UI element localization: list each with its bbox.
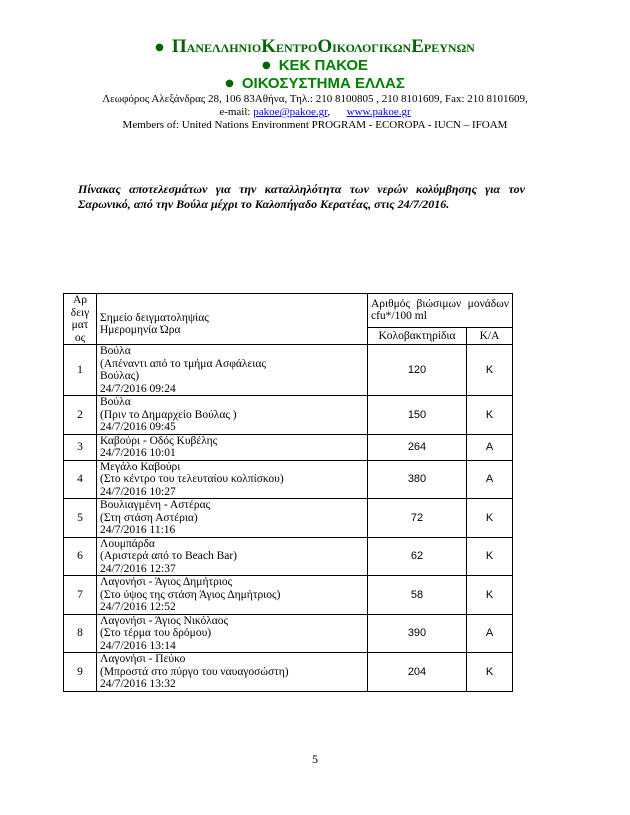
sample-number: 1 — [64, 345, 97, 396]
ka-status: Κ — [467, 537, 513, 576]
header-line: Ημερομηνία Ώρα — [100, 324, 181, 336]
sampling-point-line: (Πριν το Δημαρχείο Βούλας ) — [100, 408, 237, 421]
ka-status: Α — [467, 434, 513, 460]
org-word: ΡΕΥΝΩΝ — [423, 41, 475, 55]
table-row — [64, 345, 513, 396]
sampling-point-line: Μεγάλο Καβούρι — [100, 460, 181, 473]
bullet-icon: ● — [155, 42, 164, 53]
header-word: μονάδων — [467, 297, 509, 310]
sample-number: 6 — [64, 537, 97, 576]
sampling-point — [97, 396, 368, 435]
ka-status: Α — [467, 614, 513, 653]
website-link[interactable]: www.pakoe.gr — [346, 106, 411, 118]
sampling-point-line: 24/7/2016 12:37 — [100, 562, 176, 575]
bullet-icon: ● — [261, 60, 271, 71]
bullet-icon: ● — [225, 78, 234, 89]
org-name — [172, 38, 475, 57]
address-line: Λεωφόρος Αλεξάνδρας 28, 106 83Αθήνα, Τηλ.: 210 8100805 , 210 8101609, Fax: 210 8101609, — [102, 93, 528, 105]
table-row — [64, 434, 513, 460]
sampling-point-line: Βούλα — [100, 396, 131, 408]
letterhead — [0, 38, 630, 132]
kek-line — [0, 57, 630, 75]
org-initial: Ε — [411, 36, 424, 57]
intro-paragraph: Πίνακας αποτελεσμάτων για την καταλληλότητα των νερών κολύμβησης για τον Σαρωνικό, από την Βούλα μέχρι το Καλοπήγαδο Κερατέας, στις 24/7/2016. — [78, 182, 525, 211]
sample-number: 4 — [64, 460, 97, 499]
coliform-value: 264 — [368, 434, 467, 460]
sampling-point — [97, 460, 368, 499]
table-row — [64, 653, 513, 692]
header-coliforms: Κολοβακτηρίδια — [368, 327, 467, 344]
sample-number: 5 — [64, 499, 97, 538]
sampling-point-line: Καβούρι - Οδός Κυβέλης — [100, 434, 218, 447]
header-word: Αριθμός — [371, 297, 411, 310]
sampling-point-line: (Στο τέρμα του δρόμου) — [100, 627, 212, 639]
table-header-row — [64, 294, 513, 328]
sampling-point — [97, 499, 368, 538]
header-sample-number — [64, 294, 97, 345]
sampling-point-line: Λαγονήσι - Άγιος Δημήτριος — [100, 576, 233, 588]
sampling-point — [97, 537, 368, 576]
header-ka: Κ/Α — [467, 327, 513, 344]
sampling-point-line: 24/7/2016 12:52 — [100, 601, 176, 613]
table-row — [64, 499, 513, 538]
org-initial: Π — [171, 36, 187, 57]
header-viable-units — [368, 294, 513, 328]
sampling-point — [97, 576, 368, 615]
ecosystem-name: ΟΙΚΟΣΥΣΤΗΜΑ ΕΛΛΑΣ — [241, 75, 405, 92]
sampling-point-line: Βουλιαγμένη - Αστέρας — [100, 499, 211, 511]
table-row — [64, 396, 513, 435]
email-label: e-mail: — [219, 106, 251, 118]
header-line: ος — [74, 331, 86, 344]
sampling-point-line: 24/7/2016 10:27 — [100, 485, 176, 498]
sample-number: 2 — [64, 396, 97, 435]
ka-status: Κ — [467, 499, 513, 538]
table-row — [64, 537, 513, 576]
sampling-point-line: (Αριστερά από το Beach Bar) — [100, 550, 238, 562]
org-initial: Ο — [317, 36, 333, 57]
sampling-point-line: (Στο κέντρο του τελευταίου κολπίσκου) — [100, 473, 284, 485]
sampling-point-line: Λαγονήσι - Πεύκο — [100, 653, 186, 665]
sampling-point-line: Βούλα — [100, 345, 131, 357]
coliform-value: 58 — [368, 576, 467, 615]
sampling-point-line: Λουμπάρδα — [100, 537, 155, 550]
sampling-point-line: (Μπροστά στο πύργο του ναυαγοσώστη) — [100, 665, 289, 678]
email-link[interactable]: pakoe@pakoe.gr — [253, 106, 328, 118]
coliform-value: 380 — [368, 460, 467, 499]
sampling-point-line: Βούλας) — [100, 370, 140, 382]
results-table — [63, 293, 513, 692]
sampling-point — [97, 434, 368, 460]
header-line: δειγ — [70, 306, 90, 319]
sampling-point-line: 24/7/2016 13:32 — [100, 678, 176, 690]
table-row — [64, 614, 513, 653]
sample-number: 9 — [64, 653, 97, 692]
table-row — [64, 460, 513, 499]
members-line: Members of: United Nations Environment PROGRAM - ECOROPA - IUCN – IFOAM — [122, 119, 508, 131]
sampling-point — [97, 653, 368, 692]
sampling-point-line: 24/7/2016 11:16 — [100, 524, 176, 536]
coliform-value: 204 — [368, 653, 467, 692]
ka-status: Κ — [467, 396, 513, 435]
ka-status: Κ — [467, 653, 513, 692]
org-initial: Κ — [261, 36, 276, 57]
header-sampling-point — [97, 294, 368, 345]
coliform-value: 72 — [368, 499, 467, 538]
sampling-point-line: 24/7/2016 09:24 — [100, 382, 176, 395]
ka-status: Κ — [467, 576, 513, 615]
sampling-point-line: (Στη στάση Αστέρια) — [100, 511, 198, 524]
org-word: ΙΚΟΛΟΓΙΚΩΝ — [332, 41, 412, 55]
sampling-point-line: 24/7/2016 13:14 — [100, 639, 176, 652]
header-line: cfu*/100 ml — [371, 310, 427, 323]
header-line: ματ — [71, 319, 89, 331]
page-number: 5 — [312, 752, 318, 766]
ka-status: Α — [467, 460, 513, 499]
header-line — [371, 298, 509, 311]
sample-number: 7 — [64, 576, 97, 615]
sampling-point-line: (Στο ύψος της στάση Άγιος Δημήτριος) — [100, 588, 281, 601]
header-line: Σημείο δειγματοληψίας — [100, 311, 209, 324]
header-line: Αρ — [72, 294, 88, 306]
sampling-point-line: 24/7/2016 10:01 — [100, 447, 176, 459]
header-word: βιώσιμων — [416, 297, 462, 310]
org-name-line — [0, 38, 630, 57]
ecosystem-line — [0, 75, 630, 93]
sampling-point-line: 24/7/2016 09:45 — [100, 421, 176, 433]
contact-line: e-mail: pakoe@pakoe.gr, www.pakoe.gr — [219, 106, 411, 118]
sampling-point — [97, 614, 368, 653]
coliform-value: 120 — [368, 345, 467, 396]
sampling-point-line: (Απέναντι από το τμήμα Ασφάλειας — [100, 357, 266, 370]
sample-number: 8 — [64, 614, 97, 653]
coliform-value: 150 — [368, 396, 467, 435]
sample-number: 3 — [64, 434, 97, 460]
coliform-value: 390 — [368, 614, 467, 653]
coliform-value: 62 — [368, 537, 467, 576]
ka-status: Κ — [467, 345, 513, 396]
kek-name: ΚΕΚ ΠΑΚΟΕ — [278, 57, 369, 74]
org-word: ΑΝΕΛΛΗΝΙΟ — [186, 41, 262, 55]
org-word: ΕΝΤΡΟ — [275, 41, 318, 55]
sampling-point — [97, 345, 368, 396]
table-row — [64, 576, 513, 615]
sampling-point-line: Λαγονήσι - Άγιος Νικόλαος — [100, 614, 229, 627]
